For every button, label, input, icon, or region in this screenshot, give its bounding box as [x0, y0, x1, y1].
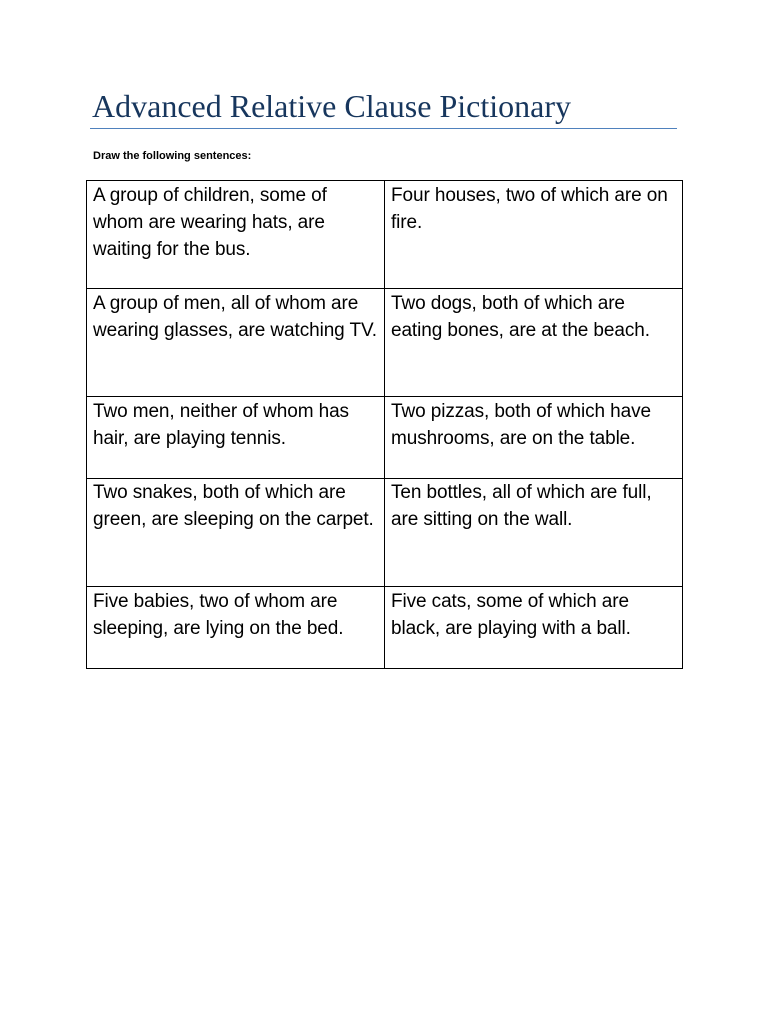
page-title: Advanced Relative Clause Pictionary: [92, 88, 571, 124]
table-cell: [385, 587, 683, 669]
sentence-text: Two pizzas, both of which have mushrooms, are on the table.: [391, 401, 651, 449]
table-cell: [385, 289, 683, 397]
sentence-text: A group of children, some of whom are wearing hats, are waiting for the bus.: [93, 185, 327, 260]
table-cell: [385, 479, 683, 587]
title-underline: [90, 128, 677, 129]
instruction-text: Draw the following sentences:: [93, 150, 252, 162]
table-row: [87, 397, 683, 479]
table-row: [87, 181, 683, 289]
table-cell: [87, 479, 385, 587]
table-cell: [385, 181, 683, 289]
table-cell: [87, 289, 385, 397]
sentence-text: Five babies, two of whom are sleeping, are lying on the bed.: [93, 591, 344, 639]
table-cell: [87, 587, 385, 669]
sentence-text: Four houses, two of which are on fire.: [391, 185, 668, 233]
table-cell: [385, 397, 683, 479]
sentence-text: A group of men, all of whom are wearing glasses, are watching TV.: [93, 293, 377, 341]
table-row: [87, 289, 683, 397]
sentence-text: Two snakes, both of which are green, are sleeping on the carpet.: [93, 482, 374, 530]
table-cell: [87, 181, 385, 289]
sentences-table: [86, 180, 683, 669]
sentence-text: Two dogs, both of which are eating bones, are at the beach.: [391, 293, 650, 341]
sentence-text: Five cats, some of which are black, are playing with a ball.: [391, 591, 631, 639]
table-row: [87, 479, 683, 587]
sentence-text: Two men, neither of whom has hair, are playing tennis.: [93, 401, 349, 449]
sentence-text: Ten bottles, all of which are full, are sitting on the wall.: [391, 482, 652, 530]
table-cell: [87, 397, 385, 479]
table-row: [87, 587, 683, 669]
